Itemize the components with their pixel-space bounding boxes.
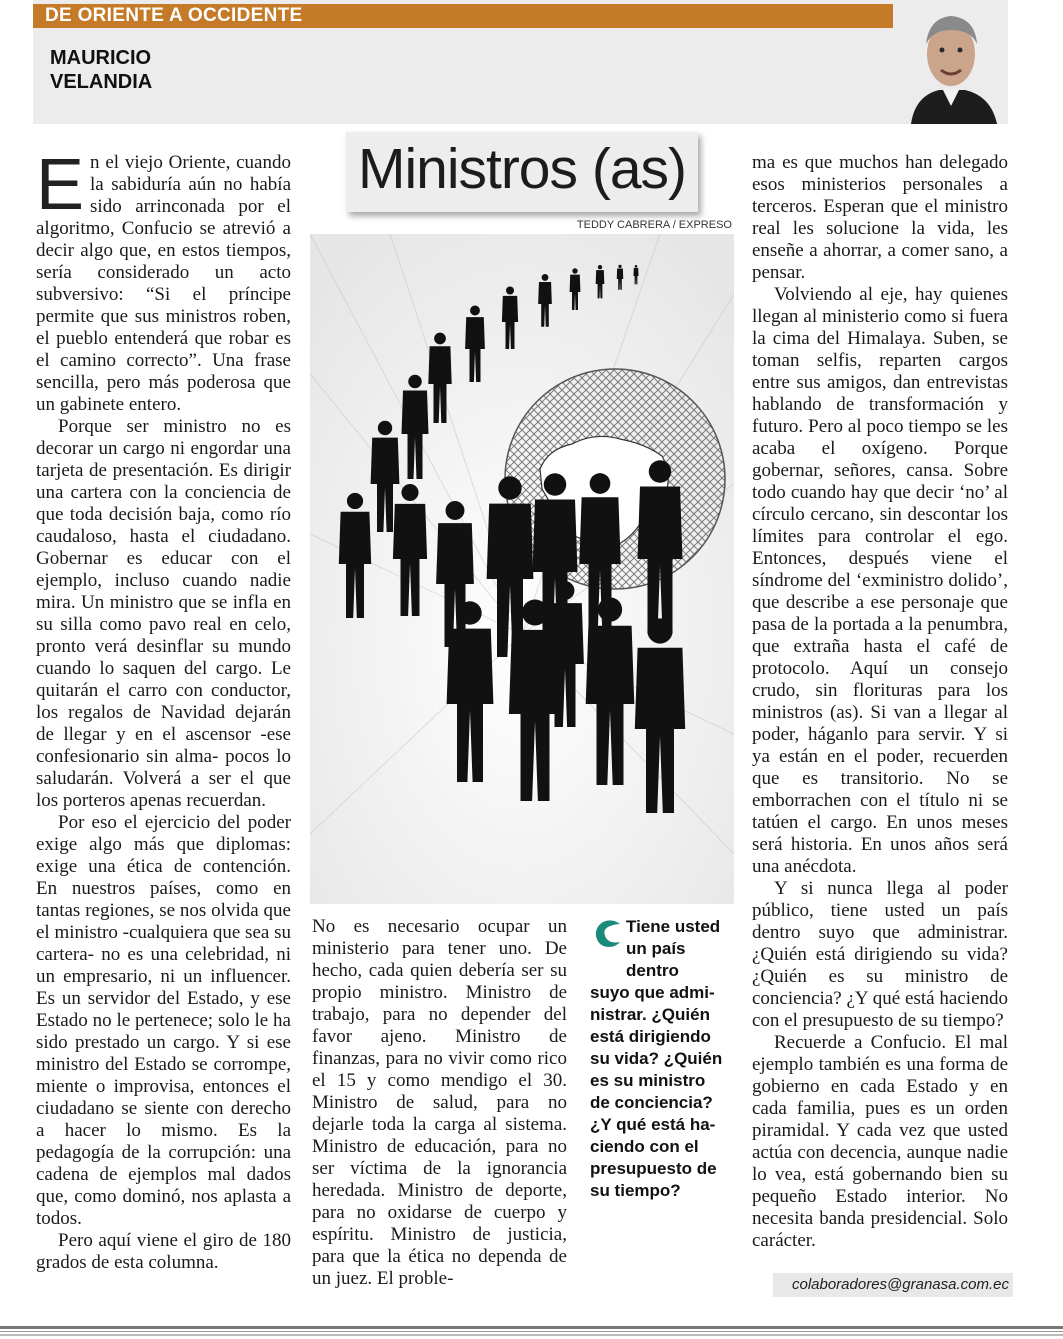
column-4 bbox=[752, 152, 1008, 1252]
paragraph: Porque ser ministro no es decorar un cargo ni engordar una tarjeta de presentación. Es dirigir una cartera con la conciencia de que toda decisión baja, como río caudaloso, hasta el ciudadano. Gobernar es educar con el ejemplo, incluso cuando nadie mira. Un ministro que se infla en su silla como pavo real en celo, pronto verá desinflar su mundo cuando lo saquen del cargo. Le quitarán el carro con conductor, los regalos de Navidad dejarán de llegar y en el ascensor -ese confesionario sin alma- pocos lo saludarán. Volverá a ser el que los porteros apenas recuerdan. bbox=[36, 416, 291, 811]
pull-quote-line: es su ministro bbox=[590, 1071, 706, 1090]
pull-quote-line: presupuesto de bbox=[590, 1159, 717, 1178]
column-1 bbox=[36, 145, 291, 1274]
paragraph: Recuerde a Confucio. El mal ejemplo también es una forma de gobierno en cada Estado y en cada familia, pues es un orden piramidal. Y cada vez que usted actúa con decencia, aunque nadie lo vea, está gobernando bien su pequeño Estado interior. No necesita banda presidencial. Solo carácter. bbox=[752, 1032, 1008, 1251]
pull-quote bbox=[590, 916, 730, 1202]
paragraph: En el viejo Oriente, cuando la sabiduría aún no había sido arrinconada por el algoritmo, Confucio se atrevió a decir algo que, en estos tiempos, sería considerado un acto subversivo: “Si el príncipe permite que sus ministros roben, el pueblo entenderá que robar es el camino correcto”. Una frase sencilla, pero más poderosa que un gabinete entero. bbox=[36, 145, 291, 415]
drop-cap: E bbox=[36, 145, 85, 225]
pull-quote-line: un país bbox=[626, 939, 686, 958]
pull-quote-line: dentro bbox=[626, 961, 679, 980]
paragraph: Por eso el ejercicio del poder exige algo más que diplomas: exige una ética de contención. En nuestros países, como en tantas regiones, se nos olvida que el ministro -cualquiera que sea su cartera- no es una celebridad, ni un empresario, ni un influencer. Es un servidor del Estado, y ese Estado no le pertenece; solo le ha sido prestado un cargo. Y si ese ministro del Estado se corrompe, miente o improvisa, entonces el ciudadano se siente con derecho a hacer lo mismo. Es la pedagogía de la corrupción: una cadena de ejemplos mal dados que, como dominó, nos aplasta a todos. bbox=[36, 812, 291, 1229]
pull-quote-line: ¿Y qué está ha- bbox=[590, 1115, 716, 1134]
paragraph: No es necesario ocupar un ministerio para tener uno. De hecho, cada quien debería ser su propio ministro. Ministro de trabajo, para no depender del favor ajeno. Ministro de finanzas, para no vivir como rico el 15 y como mendigo el 30. Ministro de salud, para no dejarle toda la carga al sistema. Ministro de educación, para no ser víctima de la ignorancia heredada. Ministro de deporte, para no oxidarse de cuerpo y espíritu. Ministro de justicia, para que la ética no dependa de un juez. El proble- bbox=[312, 916, 567, 1289]
headline: Ministros (as) bbox=[357, 137, 687, 201]
pull-quote-line: de conciencia? bbox=[590, 1093, 713, 1112]
pull-quote-line: nistrar. ¿Quién bbox=[590, 1005, 710, 1024]
pull-quote-line: su vida? ¿Quién bbox=[590, 1049, 723, 1068]
paragraph: Volviendo al eje, hay quienes llegan al ministerio como si fuera la cima del Himalaya. Suben, se toman selfis, reparten cargos entre sus amigos, dan entrevistas hablando de transformación y futuro. Pero al poco tiempo se les acaba el oxígeno. Porque gobernar, señores, cansa. Sobre todo cuando hay que decir ‘no’ al círculo cercano, sin descontar los límites para controlar el ego. Entonces, después viene el síndrome del ‘exministro dolido’, que describe a ese personaje que pasa de la portada a la penumbra, que extraña hasta el café de protocolo. Aquí un consejo crudo, sin florituras para los ministros (as). Si van a llegar al poder, háganlo para servir. Y si ya están en el poder, recuerden que es transitorio. No se emborrachen con el título ni se tatúen el cargo. En unos meses será historia. En unos años será una anécdota. bbox=[752, 284, 1008, 877]
author-photo bbox=[893, 0, 1008, 124]
column-2 bbox=[312, 916, 567, 1290]
pull-quote-line: ciendo con el bbox=[590, 1137, 699, 1156]
pull-quote-line: su tiempo? bbox=[590, 1181, 681, 1200]
ministers-illustration bbox=[310, 234, 734, 904]
section-label: DE ORIENTE A OCCIDENTE bbox=[45, 5, 303, 26]
paragraph: ma es que muchos han delegado esos ministerios personales a terceros. Esperan que el ministro real les solucione la vida, les enseñe a ahorrar, a comer sano, a pensar. bbox=[752, 152, 1008, 283]
author-name: MAURICIO VELANDIA bbox=[50, 47, 153, 93]
paragraph: Y si nunca llega al poder público, tiene usted un país dentro suyo que administrar. ¿Quién está dirigiendo su vida? ¿Quién es su ministro de conciencia? ¿Y qué está haciendo con el presupuesto de su tiempo? bbox=[752, 878, 1008, 1031]
pull-quote-line: está dirigiendo bbox=[590, 1027, 711, 1046]
contact-email-link[interactable]: colaboradores@granasa.com.ec bbox=[791, 1276, 1009, 1293]
photo-credit: TEDDY CABRERA / EXPRESO bbox=[576, 219, 732, 231]
pull-quote-line: suyo que admi- bbox=[590, 983, 715, 1002]
pull-quote-line: Tiene usted bbox=[626, 917, 721, 936]
paragraph: Pero aquí viene el giro de 180 grados de esta columna. bbox=[36, 1230, 291, 1273]
footer-rules bbox=[0, 1318, 1063, 1339]
